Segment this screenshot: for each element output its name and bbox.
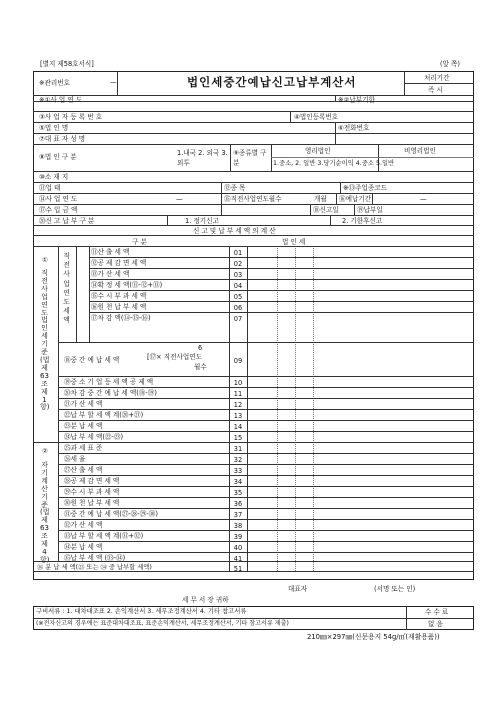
row-label: ㉓분 납 세 액 xyxy=(64,422,103,430)
filing-late-option: 2. 기한후신고 xyxy=(342,217,383,225)
tax-office-addressee: 세 무 서 장 귀하 xyxy=(182,596,229,604)
row-label: ㉔납 부 세 액(㉒-㉓) xyxy=(64,433,124,441)
table-row xyxy=(58,387,474,398)
table-row xyxy=(58,475,474,486)
table-row xyxy=(58,519,474,530)
class-col-header: 구 분 xyxy=(132,238,147,246)
row-number: 11 xyxy=(233,390,243,398)
interim-row-no: 09 xyxy=(233,357,243,365)
due-date-field: ※②납부기한 xyxy=(338,96,375,104)
location-field: ⑩소 재 지 xyxy=(39,173,69,181)
row-label: ㉟납 부 세 액 (㉝-㉞) xyxy=(64,554,126,562)
row-number: 35 xyxy=(233,489,243,497)
row-number: 10 xyxy=(233,379,243,387)
representative-label: 대표자 xyxy=(288,585,308,593)
row-label: ㉙수 시 부 과 세 액 xyxy=(64,488,120,496)
section1-label: 직전사업연도법인세기준 (법 제63조 제1항) xyxy=(40,269,50,412)
filing-type-field: ⑳신 고 납 부 구 분 xyxy=(39,217,95,225)
profit-corp-label: 영리법인 xyxy=(305,147,331,155)
row-number: 13 xyxy=(233,412,243,420)
calc-section-title: 신 고 및 납 부 세 액 의 계 산 xyxy=(193,227,276,235)
mgmt-no-label: ※관리번호 xyxy=(39,79,71,87)
row-label: ⑭확 정 세 액(⑪-⑫+⑬) xyxy=(91,281,163,289)
attachments-note: (※전자신고의 경우에는 표준대차대조표, 표준손익계산서, 세무조정계산서, 기타 참고서류 제출) xyxy=(36,620,289,627)
interim-tax-label: ⑱중 간 예 납 세 액 xyxy=(64,356,120,364)
row-label: ㉕과 세 표 준 xyxy=(64,444,103,452)
row-label: ⑰차 감 액(⑭-⑮-⑯) xyxy=(91,314,151,322)
table-row xyxy=(58,541,474,552)
corp-class-field: ⑧법 인 구 분 xyxy=(39,153,77,161)
table-row xyxy=(89,312,474,323)
prepayment-period-value: — xyxy=(420,195,427,203)
prepayment-period-field: ⑯예납기간 xyxy=(339,195,372,203)
row-number: 33 xyxy=(233,467,243,475)
row-number: 14 xyxy=(233,423,243,431)
table-row xyxy=(58,420,474,431)
interim-formula-bottom: 월수 xyxy=(194,363,207,371)
type-class-label: ⑨종류별 구 분 xyxy=(233,149,267,167)
corp-reg-no-field: ④법인등록번호 xyxy=(294,113,339,121)
corp-name-field: ⑤법 인 명 xyxy=(39,124,69,132)
row-number: 04 xyxy=(233,282,243,290)
row-label: ㉘공 제 감 면 세 액 xyxy=(64,477,120,485)
table-row xyxy=(58,442,474,453)
sign-or-seal-label: (서명 또는 인) xyxy=(374,585,416,593)
representative-field: ⑦대 표 자 성 명 xyxy=(39,135,86,143)
interim-formula-num: 6 xyxy=(198,344,203,352)
direct-prior-tax-label: 직전사업연도세액 xyxy=(63,252,70,325)
row-number: 36 xyxy=(233,500,243,508)
table-row xyxy=(58,398,474,409)
row-label: ⑲중 소 기 업 등 세 액 공 제 액 xyxy=(64,378,154,386)
business-item-field: ⑫종 목 xyxy=(224,184,246,192)
table-row xyxy=(58,508,474,519)
row-label: ㉖세 율 xyxy=(64,455,86,463)
row-label: ㉒납 부 할 세 액 계(⑳+㉑) xyxy=(64,411,144,419)
type-class-options: 1.중소, 2. 일반 3.당기순이익 4.중소 5.일반 xyxy=(273,160,395,167)
row-label: ⑮수 시 부 과 세 액 xyxy=(91,292,147,300)
row-label: ㉜가 산 세 액 xyxy=(64,521,103,529)
revenue-field: ⑰수 입 금 액 xyxy=(39,206,78,214)
industry-code-field: ※⑬주업종코드 xyxy=(343,184,387,192)
period-field: ※①사 업 연 도 xyxy=(39,96,83,104)
fee-value: 없 음 xyxy=(428,620,443,628)
table-row xyxy=(58,497,474,508)
row-label: ⑬가 산 세 액 xyxy=(91,270,130,278)
table-row xyxy=(58,464,474,475)
row-number: 03 xyxy=(233,271,243,279)
corp-tax-col-header: 법 인 세 xyxy=(282,238,306,246)
paper-spec: 210㎜×297㎜(신문용지 54g/㎡(재활용품)) xyxy=(307,633,440,641)
table-row xyxy=(89,268,474,279)
nonprofit-corp-label: 비영리법인 xyxy=(404,147,436,155)
row-label: ㉝납 부 할 세 액 계(㉛+㉜) xyxy=(64,532,144,540)
row-number: 02 xyxy=(233,260,243,268)
attachments-list: 구비서류 : 1. 대차대조표 2. 손익계산서 3. 세무조정계산서 4. 기타 참고서류 xyxy=(36,608,247,615)
row-label: ⑪산 출 세 액 xyxy=(91,248,130,256)
business-type-field: ⑪업 태 xyxy=(39,184,61,192)
row-number: 07 xyxy=(233,315,243,323)
row-number: 31 xyxy=(233,445,243,453)
row-number: 38 xyxy=(233,522,243,530)
fiscal-year-value: — xyxy=(176,195,183,203)
table-row xyxy=(58,431,474,442)
table-row xyxy=(89,290,474,301)
row-number: 15 xyxy=(233,434,243,442)
processing-period-label: 처리기간 xyxy=(424,74,450,82)
payment-date-field: ⑲납부일 xyxy=(357,206,383,214)
fee-label: 수 수 료 xyxy=(425,608,449,616)
row-number: 32 xyxy=(233,456,243,464)
row-number: 39 xyxy=(233,533,243,541)
table-row xyxy=(58,453,474,464)
processing-period-value: 즉 시 xyxy=(428,86,443,94)
form-number: [별지 제58호서식] xyxy=(40,60,94,68)
row-label: ㉚원 천 납 부 세 액 xyxy=(64,499,120,507)
page-side: (앞 쪽) xyxy=(440,60,460,68)
form-title: 법인세중간예납신고납부계산서 xyxy=(187,75,357,89)
row-number: 40 xyxy=(233,544,243,552)
row-label: ㉑가 산 세 액 xyxy=(64,400,103,408)
table-row xyxy=(89,301,474,312)
section1-number: ① xyxy=(42,256,48,264)
months-unit: 개월 xyxy=(314,195,327,203)
table-row xyxy=(58,376,474,387)
summary-row-no: 51 xyxy=(233,565,243,573)
corp-class-options: 1.내국 2. 외국 3.외투 xyxy=(177,149,228,167)
business-reg-no-field: ③사 업 자 등 록 번 호 xyxy=(39,113,103,121)
row-label: ⑳차 감 중 간 예 납 세 액(⑱-⑲) xyxy=(64,389,157,397)
filing-date-field: ⑱신고일 xyxy=(313,206,339,214)
table-row xyxy=(89,257,474,268)
phone-field: ⑥전화번호 xyxy=(338,124,370,132)
section2-number: ② xyxy=(42,447,48,455)
prior-year-months-field: ⑮직전사업연도월수 xyxy=(224,195,282,203)
fiscal-year-field: ⑭사 업 연 도 xyxy=(39,195,78,203)
row-number: 41 xyxy=(233,555,243,563)
row-label: ㉗산 출 세 액 xyxy=(64,466,103,474)
table-row xyxy=(58,530,474,541)
table-row xyxy=(89,246,474,257)
interim-row xyxy=(58,342,474,376)
row-label: ⑯원 천 납 부 세 액 xyxy=(91,303,147,311)
table-row xyxy=(89,279,474,290)
table-row xyxy=(58,409,474,420)
row-number: 37 xyxy=(233,511,243,519)
section2-label: 자기계산기준 (법 제63조 제4항) xyxy=(40,461,50,564)
interim-formula-top: [⑰× 직전사업연도 xyxy=(147,353,203,361)
row-label: ⑫공 제 감 면 세 액 xyxy=(91,259,147,267)
summary-label: ㊱ 분 납 세 액(㉓ 또는 ㉞ 중 납부할 세액) xyxy=(37,564,152,571)
row-number: 12 xyxy=(233,401,243,409)
row-label: ㉞분 납 세 액 xyxy=(64,543,103,551)
mgmt-no-value: — xyxy=(110,78,117,86)
row-number: 06 xyxy=(233,304,243,312)
row-number: 34 xyxy=(233,478,243,486)
filing-regular-option: 1. 정기신고 xyxy=(185,217,219,225)
row-number: 05 xyxy=(233,293,243,301)
table-row xyxy=(58,486,474,497)
row-number: 01 xyxy=(233,249,243,257)
row-label: ㉛중 간 예 납 세 액(㉗-㉘-㉙-㉚) xyxy=(64,510,158,518)
